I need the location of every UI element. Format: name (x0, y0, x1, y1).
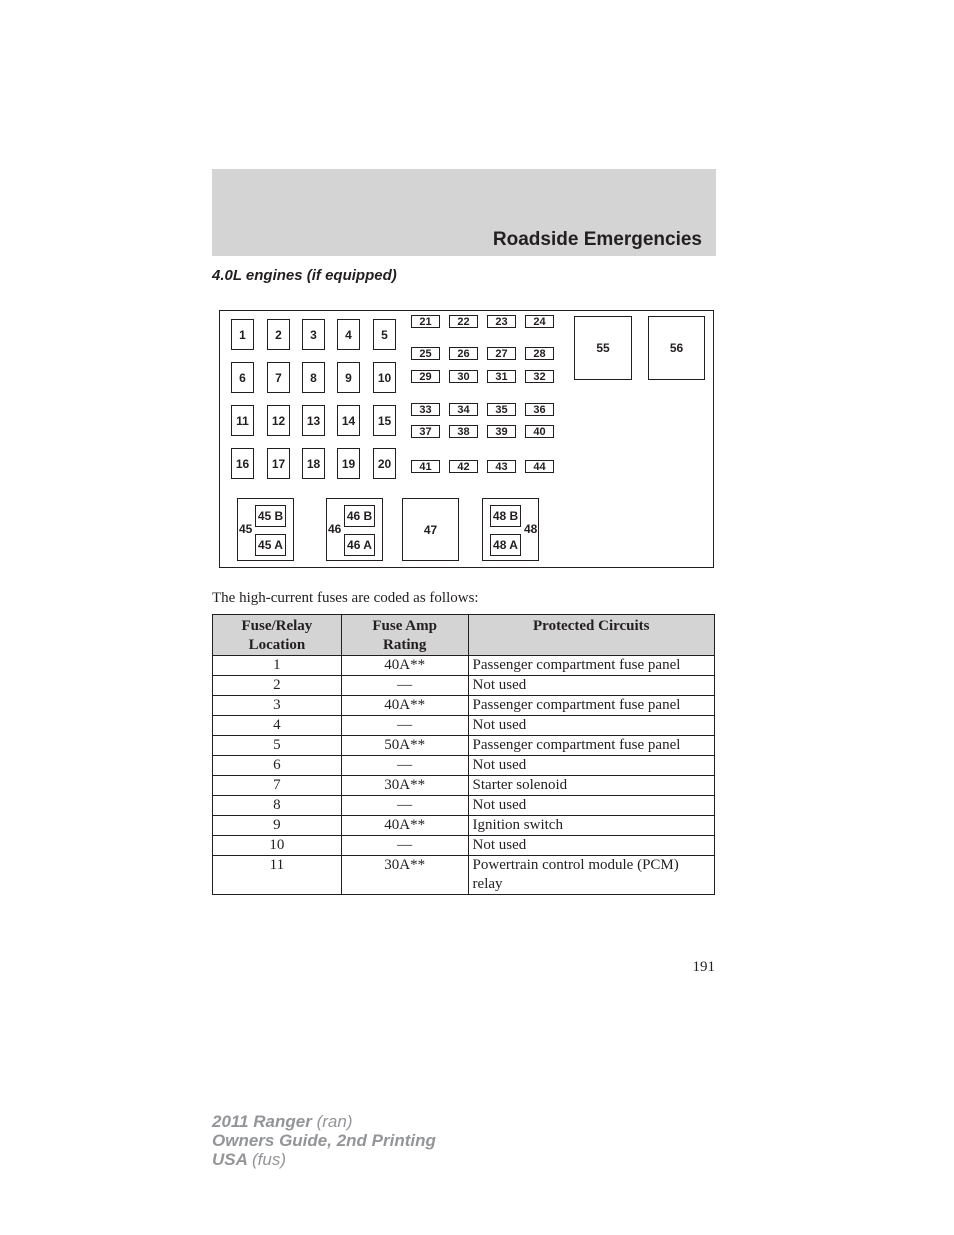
table-row (213, 716, 715, 736)
cell-location: 11 (213, 856, 342, 895)
section-title: Roadside Emergencies (492, 229, 702, 250)
cell-circuit: Not used (468, 716, 714, 736)
fuse-41: 41 (411, 460, 440, 473)
fuse-33: 33 (411, 403, 440, 416)
footer-model: 2011 Ranger (212, 1112, 312, 1131)
cell-circuit: Starter solenoid (468, 776, 714, 796)
cell-circuit: Passenger compartment fuse panel (468, 696, 714, 716)
footer-model-code: (ran) (316, 1112, 353, 1131)
table-row (213, 736, 715, 756)
footer-market-code: (fus) (252, 1150, 286, 1169)
fuse-35: 35 (487, 403, 516, 416)
fuse-28: 28 (525, 347, 554, 360)
fuse-14: 14 (337, 405, 360, 436)
fuse-table (212, 614, 715, 895)
cell-rating: 40A** (341, 816, 468, 836)
table-row (213, 796, 715, 816)
header-rating (341, 615, 468, 656)
section-header-band (212, 169, 716, 256)
header-circuits: Protected Circuits (468, 615, 714, 656)
cell-rating: 50A** (341, 736, 468, 756)
fuse-21: 21 (411, 315, 440, 328)
intro-text: The high-current fuses are coded as follows: (212, 590, 479, 606)
footer-market: USA (212, 1150, 248, 1169)
table-header-row (213, 615, 715, 656)
fuse-32: 32 (525, 370, 554, 383)
relay-48a: 48 A (490, 534, 521, 556)
table-row (213, 756, 715, 776)
page-number: 191 (692, 959, 715, 975)
cell-location: 5 (213, 736, 342, 756)
cell-location: 4 (213, 716, 342, 736)
cell-circuit: Ignition switch (468, 816, 714, 836)
cell-rating: — (341, 796, 468, 816)
fuse-16: 16 (231, 448, 254, 479)
fuse-7: 7 (267, 362, 290, 393)
fuse-37: 37 (411, 425, 440, 438)
cell-circuit: Powertrain control module (PCM) relay (468, 856, 714, 895)
fuse-13: 13 (302, 405, 325, 436)
fuse-2: 2 (267, 319, 290, 350)
table-row (213, 816, 715, 836)
fuse-9: 9 (337, 362, 360, 393)
fuse-10: 10 (373, 362, 396, 393)
footer-line-1 (212, 1112, 436, 1131)
cell-location: 3 (213, 696, 342, 716)
fuse-1: 1 (231, 319, 254, 350)
cell-circuit: Passenger compartment fuse panel (468, 656, 714, 676)
fuse-3: 3 (302, 319, 325, 350)
cell-circuit: Passenger compartment fuse panel (468, 736, 714, 756)
relay-46b: 46 B (344, 505, 375, 527)
cell-rating: 40A** (341, 656, 468, 676)
header-location-line1: Fuse/Relay (241, 618, 313, 634)
fuse-11: 11 (231, 405, 254, 436)
fuse-43: 43 (487, 460, 516, 473)
fuse-18: 18 (302, 448, 325, 479)
cell-circuit: Not used (468, 796, 714, 816)
header-rating-line1: Fuse Amp (372, 618, 437, 634)
fuse-4: 4 (337, 319, 360, 350)
relay-46-label: 46 (328, 522, 342, 536)
cell-location: 7 (213, 776, 342, 796)
table-row (213, 696, 715, 716)
cell-rating: — (341, 676, 468, 696)
fuse-44: 44 (525, 460, 554, 473)
footer-line-3 (212, 1150, 436, 1169)
table-row (213, 776, 715, 796)
fuse-12: 12 (267, 405, 290, 436)
fuse-39: 39 (487, 425, 516, 438)
fuse-27: 27 (487, 347, 516, 360)
fuse-17: 17 (267, 448, 290, 479)
cell-circuit: Not used (468, 836, 714, 856)
footer-guide: Owners Guide, 2nd Printing (212, 1131, 436, 1150)
fuse-5: 5 (373, 319, 396, 350)
fuse-29: 29 (411, 370, 440, 383)
cell-rating: — (341, 836, 468, 856)
subheading: 4.0L engines (if equipped) (212, 267, 397, 284)
fuse-26: 26 (449, 347, 478, 360)
cell-rating: 30A** (341, 776, 468, 796)
fuse-31: 31 (487, 370, 516, 383)
fuse-22: 22 (449, 315, 478, 328)
relay-48b: 48 B (490, 505, 521, 527)
cell-rating: 30A** (341, 856, 468, 895)
relay-45a: 45 A (255, 534, 286, 556)
fuse-24: 24 (525, 315, 554, 328)
table-row (213, 676, 715, 696)
fuse-box-diagram (219, 310, 714, 568)
fuse-23: 23 (487, 315, 516, 328)
relay-46a: 46 A (344, 534, 375, 556)
cell-location: 1 (213, 656, 342, 676)
header-location-line2: Location (248, 637, 306, 653)
table-row (213, 856, 715, 895)
fuse-19: 19 (337, 448, 360, 479)
cell-rating: — (341, 756, 468, 776)
fuse-20: 20 (373, 448, 396, 479)
cell-location: 10 (213, 836, 342, 856)
header-rating-line2: Rating (383, 637, 427, 653)
cell-location: 2 (213, 676, 342, 696)
relay-45-label: 45 (239, 522, 253, 536)
fuse-36: 36 (525, 403, 554, 416)
fuse-42: 42 (449, 460, 478, 473)
fuse-34: 34 (449, 403, 478, 416)
cell-circuit: Not used (468, 756, 714, 776)
fuse-6: 6 (231, 362, 254, 393)
cell-location: 8 (213, 796, 342, 816)
relay-45b: 45 B (255, 505, 286, 527)
footer (212, 1112, 436, 1169)
fuse-8: 8 (302, 362, 325, 393)
fuse-30: 30 (449, 370, 478, 383)
cell-circuit: Not used (468, 676, 714, 696)
relay-48-label: 48 (524, 522, 538, 536)
fuse-38: 38 (449, 425, 478, 438)
cell-location: 6 (213, 756, 342, 776)
cell-rating: — (341, 716, 468, 736)
fuse-15: 15 (373, 405, 396, 436)
cell-rating: 40A** (341, 696, 468, 716)
fuse-25: 25 (411, 347, 440, 360)
fuse-56: 56 (648, 316, 705, 380)
header-location (213, 615, 342, 656)
table-row (213, 656, 715, 676)
table-row (213, 836, 715, 856)
fuse-40: 40 (525, 425, 554, 438)
fuse-55: 55 (574, 316, 632, 380)
cell-location: 9 (213, 816, 342, 836)
fuse-47: 47 (402, 498, 459, 561)
